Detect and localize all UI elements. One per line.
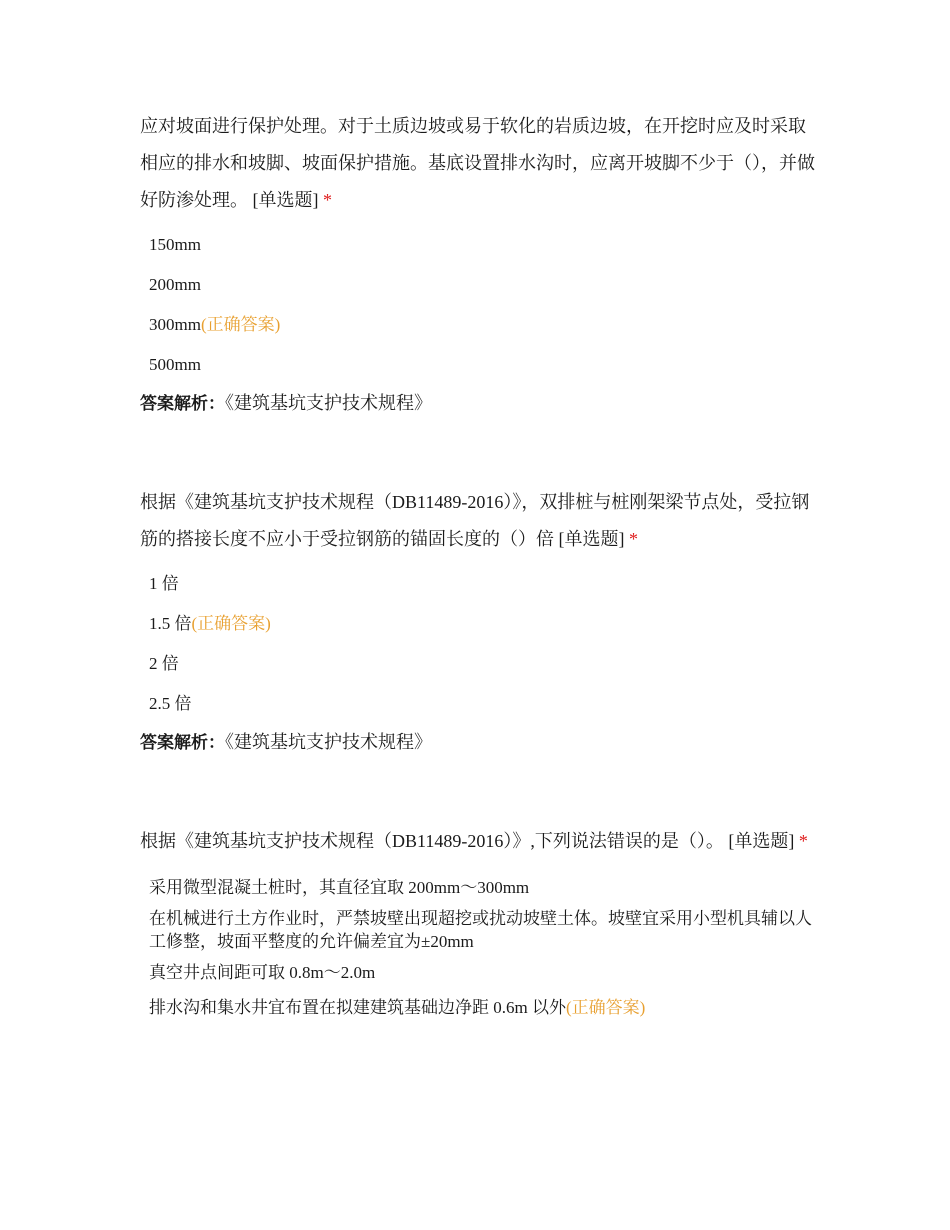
option-item bbox=[140, 564, 820, 604]
document-page bbox=[140, 108, 820, 1028]
option-item bbox=[140, 225, 820, 265]
option-item bbox=[140, 265, 820, 305]
analysis-text: 《建筑基坑支护技术规程》 bbox=[225, 393, 432, 413]
question-block bbox=[140, 108, 820, 424]
analysis-text: 《建筑基坑支护技术规程》 bbox=[225, 732, 432, 752]
question-stem: 根据《建筑基坑支护技术规程（DB11489-2016）》，双排桩与桩刚架梁节点处，受拉钢筋的搭接长度不应小于受拉钢筋的锚固长度的（）倍 [单选题] bbox=[140, 492, 810, 549]
option-list bbox=[140, 866, 820, 1028]
option-item bbox=[140, 957, 820, 988]
option-item bbox=[140, 866, 820, 903]
option-label: 1 倍 bbox=[149, 574, 179, 593]
required-mark: * bbox=[798, 831, 808, 851]
option-item bbox=[140, 903, 820, 957]
option-label: 150mm bbox=[149, 235, 201, 254]
option-label: 排水沟和集水井宜布置在拟建建筑基础边净距 0.6m 以外 bbox=[149, 998, 566, 1017]
question-text bbox=[140, 823, 820, 860]
question-stem: 应对坡面进行保护处理。对于土质边坡或易于软化的岩质边坡，在开挖时应及时采取相应的排水和坡脚、坡面保护措施。基底设置排水沟时，应离开坡脚不少于（），并做好防渗处理。 [单选题] bbox=[140, 116, 815, 210]
question-text bbox=[140, 484, 820, 558]
option-item bbox=[140, 988, 820, 1028]
option-label: 真空井点间距可取 0.8m～2.0m bbox=[149, 963, 376, 982]
option-label: 200mm bbox=[149, 275, 201, 294]
option-label: 500mm bbox=[149, 355, 201, 374]
option-item bbox=[140, 345, 820, 385]
correct-answer-marker: (正确答案) bbox=[191, 614, 271, 633]
question-block bbox=[140, 823, 820, 1028]
question-stem: 根据《建筑基坑支护技术规程（DB11489-2016）》,下列说法错误的是（）。 [单选题] bbox=[140, 831, 795, 851]
answer-analysis bbox=[140, 722, 820, 763]
required-mark: * bbox=[323, 190, 332, 210]
question-text bbox=[140, 108, 820, 219]
option-item bbox=[140, 684, 820, 724]
correct-answer-marker: (正确答案) bbox=[200, 315, 281, 334]
option-label: 采用微型混凝土桩时，其直径宜取 200mm～300mm bbox=[149, 878, 530, 897]
option-item bbox=[140, 305, 820, 345]
option-item bbox=[140, 604, 820, 644]
option-label: 300mm bbox=[149, 315, 201, 334]
option-label: 在机械进行土方作业时，严禁坡壁出现超挖或扰动坡壁土体。坡壁宜采用小型机具辅以人工修整，坡面平整度的允许偏差宜为±20mm bbox=[149, 909, 812, 951]
option-list bbox=[140, 225, 820, 385]
option-list bbox=[140, 564, 820, 724]
answer-analysis bbox=[140, 383, 820, 424]
option-label: 2.5 倍 bbox=[149, 694, 192, 713]
option-label: 1.5 倍 bbox=[149, 614, 192, 633]
analysis-label: 答案解析： bbox=[140, 394, 225, 414]
question-block bbox=[140, 484, 820, 763]
option-label: 2 倍 bbox=[149, 654, 179, 673]
correct-answer-marker: (正确答案) bbox=[565, 998, 646, 1017]
analysis-label: 答案解析： bbox=[140, 733, 225, 753]
option-item bbox=[140, 644, 820, 684]
required-mark: * bbox=[629, 529, 638, 549]
